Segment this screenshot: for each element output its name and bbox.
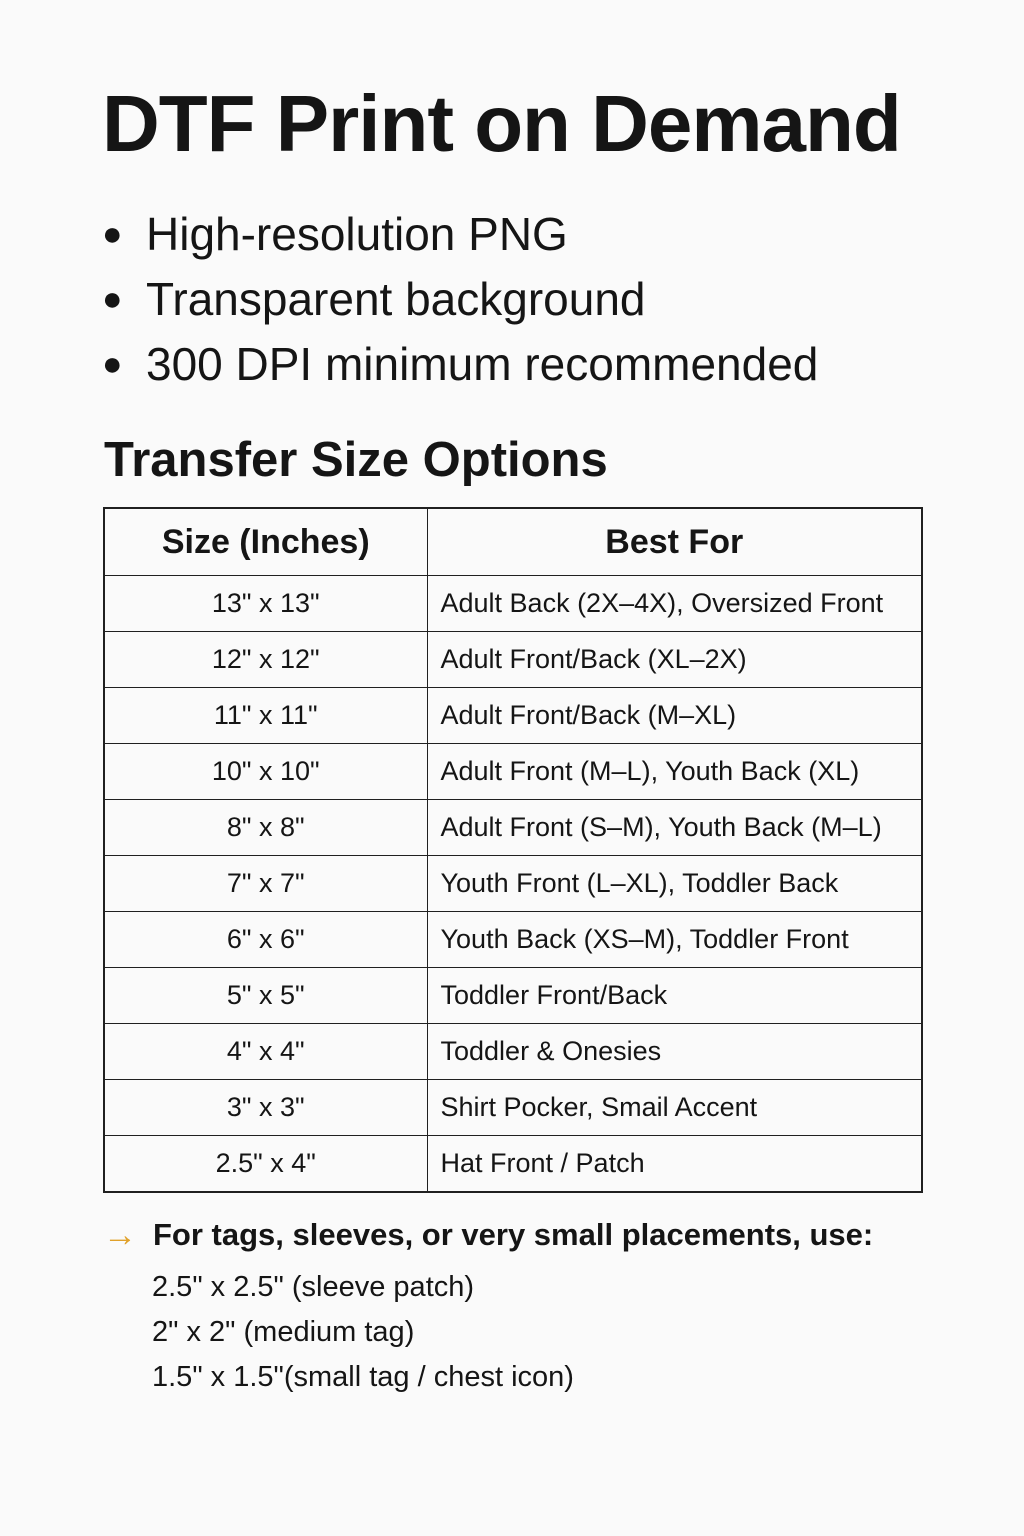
best-for-cell: Adult Front/Back (XL–2X) <box>427 632 922 688</box>
table-row <box>104 1024 922 1080</box>
best-for-column-header: Best For <box>427 508 922 576</box>
best-for-cell: Youth Back (XS–M), Toddler Front <box>427 912 922 968</box>
best-for-cell: Youth Front (L–XL), Toddler Back <box>427 856 922 912</box>
size-cell: 2.5" x 4" <box>104 1136 427 1193</box>
size-cell: 4" x 4" <box>104 1024 427 1080</box>
best-for-cell: Toddler Front/Back <box>427 968 922 1024</box>
table-row <box>104 688 922 744</box>
best-for-cell: Adult Front (M–L), Youth Back (XL) <box>427 744 922 800</box>
size-cell: 10" x 10" <box>104 744 427 800</box>
size-cell: 5" x 5" <box>104 968 427 1024</box>
table-row <box>104 1080 922 1136</box>
bullet-icon: ● <box>102 280 123 318</box>
best-for-cell: Toddler & Onesies <box>427 1024 922 1080</box>
size-cell: 12" x 12" <box>104 632 427 688</box>
requirement-item <box>102 267 818 332</box>
small-placement-option: 1.5" x 1.5"(small tag / chest icon) <box>152 1361 574 1393</box>
requirement-text: Transparent background <box>146 273 646 325</box>
bullet-icon: ● <box>102 345 123 383</box>
table-row <box>104 912 922 968</box>
table-row <box>104 800 922 856</box>
small-placement-option: 2" x 2" (medium tag) <box>152 1316 415 1348</box>
size-cell: 7" x 7" <box>104 856 427 912</box>
transfer-size-table <box>103 507 923 1193</box>
table-header-row <box>104 508 922 576</box>
best-for-cell: Hat Front / Patch <box>427 1136 922 1193</box>
table-row <box>104 576 922 632</box>
size-cell: 6" x 6" <box>104 912 427 968</box>
table-row <box>104 1136 922 1193</box>
small-placement-option: 2.5" x 2.5" (sleeve patch) <box>152 1271 475 1303</box>
table-header <box>104 508 922 576</box>
arrow-right-icon: → <box>103 1216 137 1254</box>
best-for-cell: Adult Back (2X–4X), Oversized Front <box>427 576 922 632</box>
best-for-cell: Adult Front/Back (M–XL) <box>427 688 922 744</box>
requirement-text: 300 DPI minimum recommended <box>146 338 819 390</box>
requirement-item <box>102 332 818 397</box>
best-for-cell: Adult Front (S–M), Youth Back (M–L) <box>427 800 922 856</box>
size-cell: 13" x 13" <box>104 576 427 632</box>
bullet-icon: ● <box>102 215 123 253</box>
table-row <box>104 968 922 1024</box>
size-cell: 8" x 8" <box>104 800 427 856</box>
requirement-item <box>102 202 818 267</box>
small-placement-note <box>103 1212 963 1258</box>
small-placement-options <box>152 1265 574 1400</box>
requirement-text: High-resolution PNG <box>146 208 568 260</box>
note-heading-row <box>103 1212 963 1258</box>
table-body <box>104 576 922 1193</box>
size-cell: 3" x 3" <box>104 1080 427 1136</box>
note-heading: For tags, sleeves, or very small placements, use: <box>153 1217 874 1252</box>
table-row <box>104 856 922 912</box>
size-cell: 11" x 11" <box>104 688 427 744</box>
page-title: DTF Print on Demand <box>102 79 901 168</box>
table-row <box>104 632 922 688</box>
transfer-size-heading: Transfer Size Options <box>104 433 608 487</box>
size-column-header: Size (Inches) <box>104 508 427 576</box>
table-row <box>104 744 922 800</box>
file-requirements-list <box>102 202 818 397</box>
best-for-cell: Shirt Pocker, Smail Accent <box>427 1080 922 1136</box>
